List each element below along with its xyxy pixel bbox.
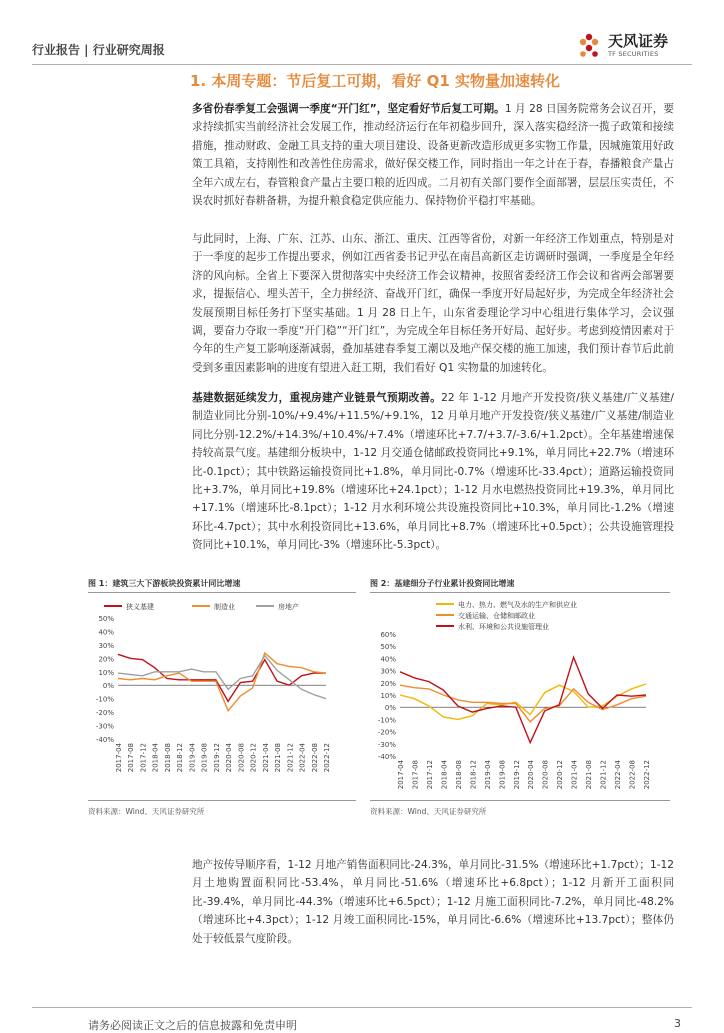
paragraph-4: 地产按传导顺序看，1-12 月地产销售面积同比-24.3%，单月同比-31.5%（增速环比+1.7pct）；1-12 月土地购置面积同比-53.4%，单月同比-51.6%（增速环比+6.8pct）；1-12 月新开工面积同比-39.4%，单月同比-44.3%（增速环比+6.5pct）；1-12 月施工面积同比-7.2%，单月同比-48.2%（增速环比+4.3pct）；1-12 月竣工面积同比-15%，单月同比-6.6%（增速环比+13.7pct）；整体仍处于较低景气度阶段。: [192, 859, 674, 945]
y-tick-label: 50%: [380, 643, 396, 652]
x-tick-label: 2020-12: [249, 743, 258, 773]
y-tick-label: -20%: [377, 728, 396, 737]
x-tick-label: 2017-12: [425, 760, 434, 790]
x-tick-label: 2020-08: [237, 743, 246, 773]
figure-1-bottom-rule: [88, 800, 356, 801]
x-tick-label: 2020-04: [527, 760, 536, 790]
x-tick-label: 2022-04: [298, 743, 307, 773]
x-tick-label: 2022-12: [323, 743, 331, 773]
y-tick-label: -20%: [95, 709, 114, 718]
series-line-2: [118, 653, 326, 711]
y-tick-label: 0%: [102, 682, 114, 691]
x-tick-label: 2021-08: [274, 743, 283, 773]
x-tick-label: 2021-12: [599, 760, 608, 790]
x-tick-label: 2018-04: [151, 743, 160, 773]
y-tick-label: 20%: [98, 655, 114, 664]
x-tick-label: 2019-04: [188, 743, 197, 773]
figure-2-source: 资料来源：Wind、天风证券研究所: [370, 807, 487, 816]
x-tick-label: 2018-12: [176, 743, 185, 773]
x-tick-label: 2018-08: [454, 760, 463, 790]
y-tick-label: 40%: [98, 628, 114, 637]
figure-2-chart: [370, 596, 670, 796]
x-tick-label: 2018-04: [440, 760, 449, 790]
page-number: 3: [674, 1017, 681, 1030]
paragraph-1: [192, 100, 674, 210]
x-tick-label: 2017-12: [139, 743, 148, 773]
section-title: 1. 本周专题：节后复工可期，看好 Q1 实物量加速转化: [190, 72, 560, 90]
paragraph-1-body: 1 月 28 日国务院常务会议召开，要求持续抓实当前经济社会发展工作，推动经济运行在年初稳步回升，深入落实稳经济一揽子政策和接续措施，推动财政、金融工具支持的重大项目建设、设备更新改造形成更多实物工作量，因城施策用好政策工具箱，支持刚性和改善性住房需求，做好保交楼工作，同时指出一年之计在于春，春播粮食产量占全年六成左右，春管粮食产量占主要口粮的近四成。二月初有关部门要作全面部署，层层压实责任，不误农时抓好春耕备耕，为提升粮食稳定供应能力、保持物价平稳打牢基础。: [192, 103, 674, 208]
y-tick-label: 10%: [380, 692, 396, 700]
y-tick-label: -30%: [95, 722, 114, 731]
paragraph-1-lead: 多省份春季复工会强调一季度“开门红”，坚定看好节后复工可期。: [192, 103, 505, 115]
x-tick-label: 2022-08: [628, 760, 637, 790]
y-tick-label: 10%: [98, 668, 114, 677]
x-tick-label: 2019-08: [498, 760, 507, 790]
footer-divider: [32, 1007, 692, 1008]
series-line-2: [400, 685, 646, 722]
x-tick-label: 2020-08: [541, 760, 550, 790]
logo-name: 天风证券: [608, 32, 669, 50]
x-tick-label: 2017-04: [115, 743, 123, 773]
x-tick-label: 2018-08: [163, 743, 172, 773]
x-tick-label: 2021-04: [570, 760, 579, 790]
legend-label: 水利、环境和公共设施管理业: [458, 623, 549, 631]
legend-label: 交通运输、仓储和邮政业: [458, 612, 535, 620]
figure-2-bottom-rule: [370, 800, 670, 801]
series-line-3: [118, 656, 326, 699]
figure-1-top-rule: [88, 592, 356, 593]
figure-1-source: 资料来源：Wind、天风证券研究所: [88, 807, 205, 816]
series-line-3: [400, 657, 646, 742]
paragraph-3-lead: 基建数据延续发力，重视房建产业链景气预期改善。: [192, 392, 442, 404]
y-tick-label: -10%: [377, 716, 396, 725]
legend-label: 狭义基建: [126, 603, 154, 611]
y-tick-label: 40%: [380, 655, 396, 664]
paragraph-3: [192, 389, 674, 555]
x-tick-label: 2017-08: [411, 760, 420, 790]
legend-label: 制造业: [214, 603, 235, 611]
figure-1-caption: 图 1：建筑三大下游板块投资累计同比增速: [88, 579, 241, 588]
x-tick-label: 2019-12: [512, 760, 521, 790]
x-tick-label: 2021-12: [286, 743, 295, 773]
x-tick-label: 2022-08: [310, 743, 319, 773]
logo-mark-icon: [580, 34, 598, 57]
y-tick-label: 30%: [380, 667, 396, 676]
legend-label: 房地产: [278, 603, 299, 611]
y-tick-label: 60%: [380, 631, 396, 639]
x-tick-label: 2017-04: [397, 760, 405, 790]
report-category: 行业报告 | 行业研究周报: [32, 43, 165, 57]
y-tick-label: -10%: [95, 695, 114, 704]
x-tick-label: 2020-04: [225, 743, 234, 773]
x-tick-label: 2021-04: [261, 743, 270, 773]
footer-disclaimer: 请务必阅读正文之后的信息披露和免责申明: [88, 1019, 297, 1032]
x-tick-label: 2022-04: [614, 760, 623, 790]
y-tick-label: -40%: [95, 736, 114, 744]
y-tick-label: 30%: [98, 641, 114, 650]
x-tick-label: 2019-04: [483, 760, 492, 790]
y-tick-label: 20%: [380, 679, 396, 688]
x-tick-label: 2019-12: [212, 743, 221, 773]
figure-1-chart: [88, 596, 356, 796]
y-tick-label: 0%: [384, 704, 396, 713]
figure-2-caption: 图 2：基建细分子行业累计投资同比增速: [370, 579, 515, 588]
x-tick-label: 2020-12: [556, 760, 565, 790]
x-tick-label: 2018-12: [469, 760, 478, 790]
y-tick-label: 50%: [98, 615, 114, 623]
x-tick-label: 2021-08: [585, 760, 594, 790]
figure-2-top-rule: [370, 592, 670, 593]
x-tick-label: 2019-08: [200, 743, 209, 773]
x-tick-label: 2022-12: [643, 760, 651, 790]
y-tick-label: -40%: [377, 753, 396, 761]
paragraph-3-body: 22 年 1-12 月地产开发投资/狭义基建/广义基建/制造业同比分别-10%/+9.4%/+11.5%/+9.1%，12 月单月地产开发投资/狭义基建/广义基建/制造业同比分别-12.2%/+14.3%/+10.4%/+7.4%（增速环比+7.7/+3.7/-3.6/+1.2pct）。全年基建增速保持较高景气度。基建细分板块中，1-12 月交通仓储邮政投资同比+9.1%，单月同比+22.7%（增速环比-0.1pct）；其中铁路运输投资同比+1.8%，单月同比-0.7%（增速环比-33.4pct）；道路运输投资同比+3.7%，单月同比+19.8%（增速环比+24.1pct）；1-12 月水电燃热投资同比+19.3%，单月同比+17.1%（增速环比-8.1pct）；1-12 月水利环境公共设施投资同比+10.3%，单月同比-1.2%（增速环比-4.7pct）；其中水利投资同比+13.6%，单月同比+8.7%（增速环比+0.5pct）；公共设施管理投资同比+10.1%，单月同比-3%（增速环比-5.3pct）。: [192, 392, 674, 552]
legend-label: 电力、热力、燃气及水的生产和供应业: [458, 601, 577, 609]
x-tick-label: 2017-08: [127, 743, 136, 773]
paragraph-2: 与此同时，上海、广东、江苏、山东、浙江、重庆、江西等省份，对新一年经济工作划重点，特别是对于一季度的起步工作提出要求，例如江西省委书记尹弘在南昌高新区走访调研时强调，一季度是全年经济的风向标。全省上下要深入贯彻落实中央经济工作会议精神，按照省委经济工作会议和省两会部署要求，提振信心、埋头苦干，全力拼经济、奋战开门红，确保一季度开好局起好步，为完成全年经济社会发展预期目标任务打下坚实基础。1 月 28 日上午，山东省委理论学习中心组进行集体学习，会议强调，要奋力夺取一季度“开门稳”“开门红”，为完成全年目标任务开好局、起好步。考虑到疫情因素对于今年的生产复工影响逐渐减弱，叠加基建春季复工潮以及地产保交楼的施工加速，我们预计春节后此前受到多重因素影响的进度有望进入赶工期，我们看好 Q1 实物量的加速转化。: [192, 233, 674, 374]
logo-subtitle: TF SECURITIES: [608, 50, 659, 58]
y-tick-label: -30%: [377, 740, 396, 749]
